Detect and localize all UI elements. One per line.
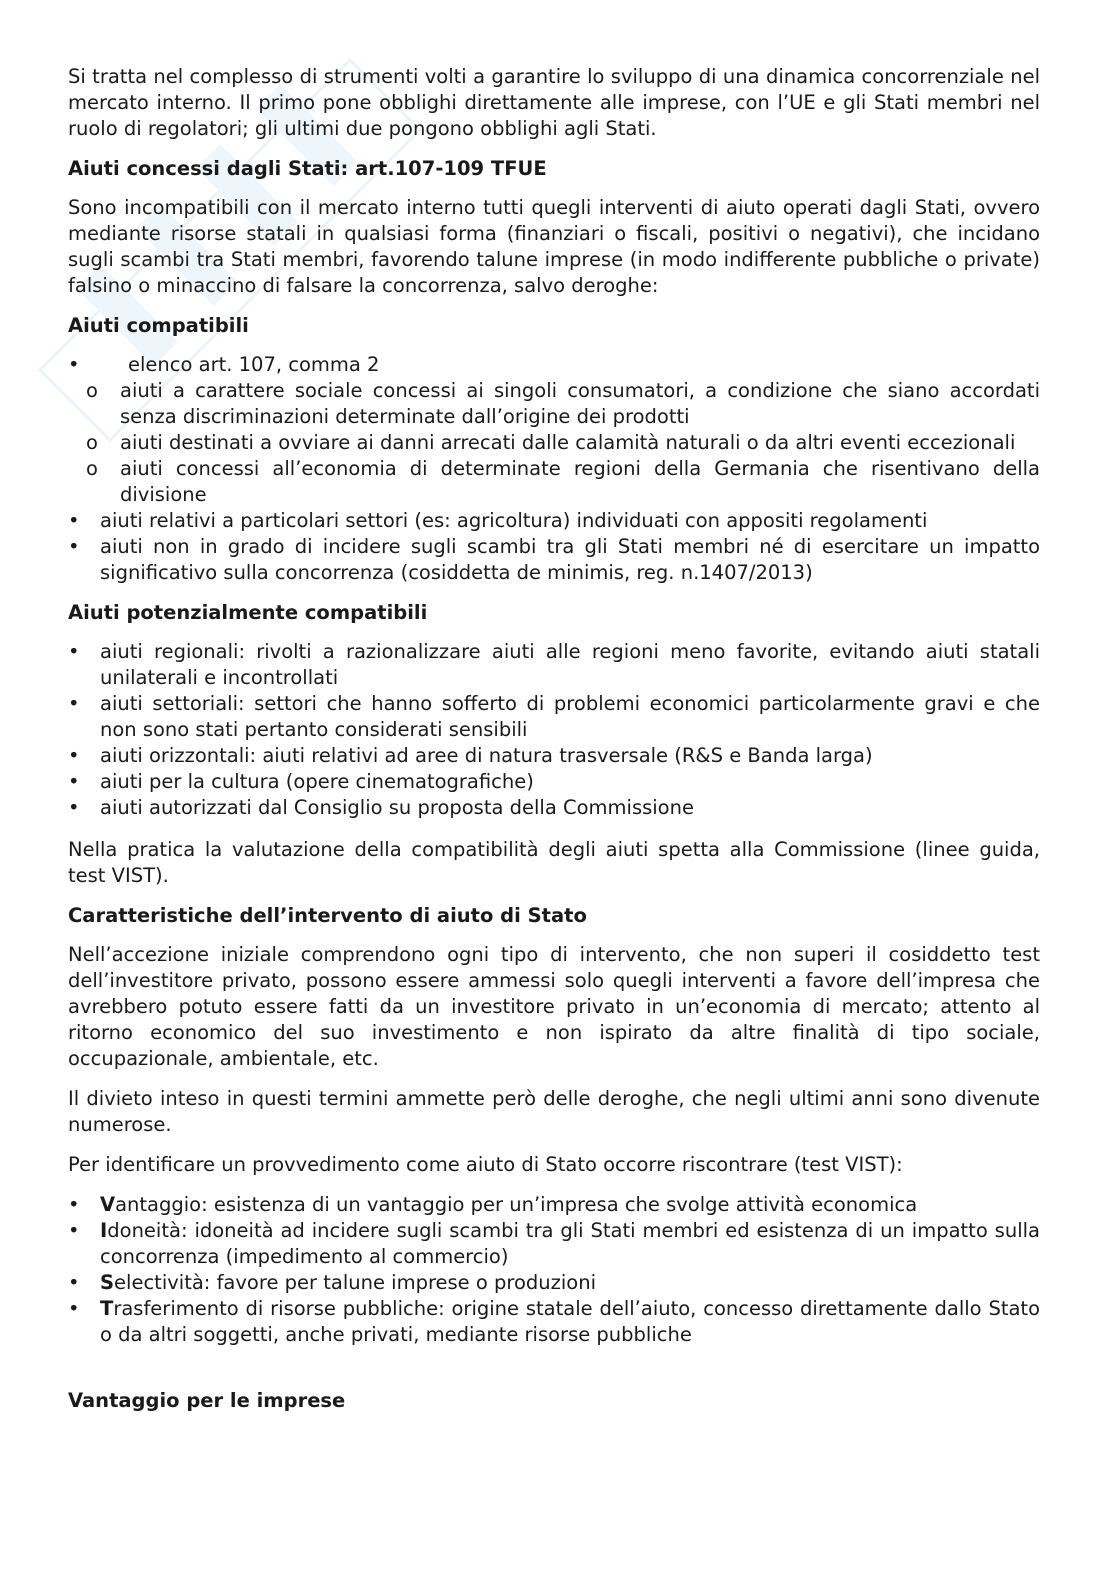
paragraph-identificare: Per identificare un provvedimento come aiuto di Stato occorre riscontrare (test VIST): (68, 1153, 903, 1176)
list-item: • elenco art. 107, comma 2 (68, 352, 1040, 378)
heading-aiuti-potenziali: Aiuti potenzialmente compatibili (68, 601, 428, 624)
paragraph-accezione: Nell’accezione iniziale comprendono ogni tipo di intervento, che non superi il cosiddetto test dell’investitore privato, possono essere ammessi solo quegli interventi a favore dell’impresa che avrebbero potuto essere fatti da un investitore privato in un’economia di mercato; attento al ritorno economico del suo investimento e non ispirato da altre finalità di tipo sociale, occupazionale, ambientale, etc. (68, 943, 1040, 1070)
paragraph-incompatibili: Sono incompatibili con il mercato interno tutti quegli interventi di aiuto operati dagli Stati, ovvero mediante risorse statali in qualsiasi forma (finanziari o fiscali, positivi o negativi), che incidano sugli scambi tra Stati membri, favorendo talune imprese (in modo indifferente pubbliche o private) falsino o minaccino di falsare la concorrenza, salvo deroghe: (68, 196, 1040, 297)
list-item: • aiuti orizzontali: aiuti relativi ad aree di natura trasversale (R&S e Banda larga) (68, 743, 1040, 769)
list-aiuti-compatibili (68, 352, 1040, 586)
intro-paragraph: Si tratta nel complesso di strumenti volti a garantire lo sviluppo di una dinamica concorrenziale nel mercato interno. Il primo pone obblighi direttamente alle imprese, con l’UE e gli Stati membri nel ruolo di regolatori; gli ultimi due pongono obblighi agli Stati. (68, 65, 1040, 140)
sub-list-item: o aiuti concessi all’economia di determinate regioni della Germania che risentivano della divisione (86, 457, 1040, 506)
list-item: • aiuti autorizzati dal Consiglio su proposta della Commissione (68, 795, 1040, 821)
list-item: • aiuti per la cultura (opere cinematografiche) (68, 769, 1040, 795)
heading-vantaggio: Vantaggio per le imprese (68, 1389, 346, 1412)
list-item: • Idoneità: idoneità ad incidere sugli scambi tra gli Stati membri ed esistenza di un impatto sulla concorrenza (impedimento al commercio) (68, 1218, 1040, 1270)
document-page (68, 64, 1040, 1427)
list-item: • Trasferimento di risorse pubbliche: origine statale dell’aiuto, concesso direttamente dallo Stato o da altri soggetti, anche privati, mediante risorse pubbliche (68, 1296, 1040, 1348)
list-item: • Vantaggio: esistenza di un vantaggio per un’impresa che svolge attività economica (68, 1192, 1040, 1218)
list-aiuti-potenziali (68, 639, 1040, 821)
list-item: • aiuti settoriali: settori che hanno sofferto di problemi economici particolarmente gravi e che non sono stati pertanto considerati sensibili (68, 691, 1040, 743)
heading-aiuti-compatibili: Aiuti compatibili (68, 314, 249, 337)
heading-aiuti-stati: Aiuti concessi dagli Stati: art.107-109 TFUE (68, 157, 547, 180)
list-item: • Selectività: favore per talune imprese o produzioni (68, 1270, 1040, 1296)
list-test-vist (68, 1192, 1040, 1348)
heading-caratteristiche: Caratteristiche dell’intervento di aiuto di Stato (68, 904, 587, 927)
sub-list-item: o aiuti destinati a ovviare ai danni arrecati dalle calamità naturali o da altri eventi eccezionali (86, 431, 1016, 454)
list-item: • aiuti relativi a particolari settori (es: agricoltura) individuati con appositi regolamenti (68, 508, 1040, 534)
list-item: • aiuti regionali: rivolti a razionalizzare aiuti alle regioni meno favorite, evitando aiuti statali unilaterali e incontrollati (68, 639, 1040, 691)
sub-list-item: o aiuti a carattere sociale concessi ai singoli consumatori, a condizione che siano accordati senza discriminazioni determinate dall’origine dei prodotti (86, 379, 1040, 428)
paragraph-pratica: Nella pratica la valutazione della compatibilità degli aiuti spetta alla Commissione (linee guida, test VIST). (68, 838, 1040, 887)
paragraph-divieto: Il divieto inteso in questi termini ammette però delle deroghe, che negli ultimi anni sono divenute numerose. (68, 1087, 1040, 1136)
list-item: • aiuti non in grado di incidere sugli scambi tra gli Stati membri né di esercitare un impatto significativo sulla concorrenza (cosiddetta de minimis, reg. n.1407/2013) (68, 534, 1040, 586)
